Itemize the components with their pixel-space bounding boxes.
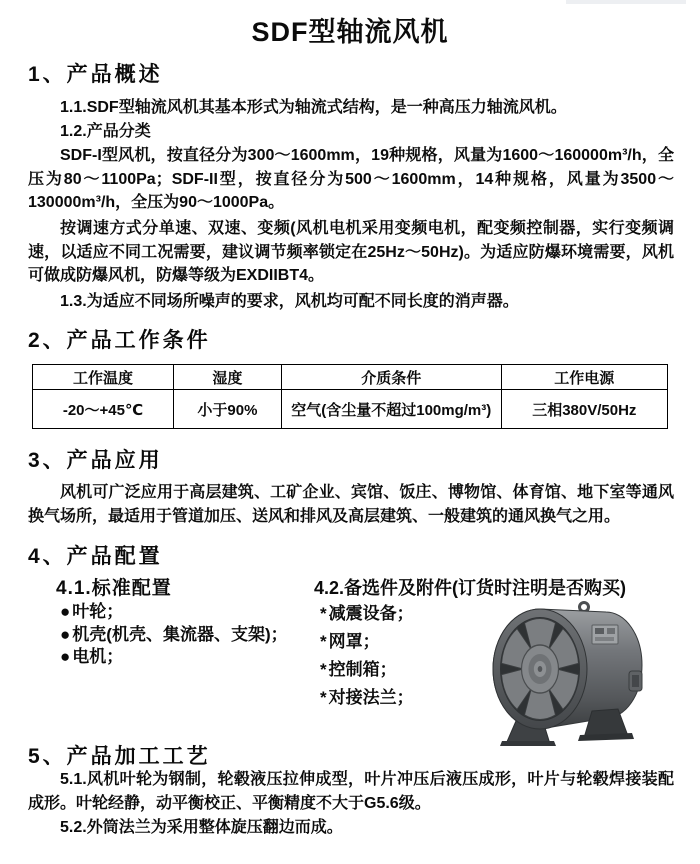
- col-header-temperature: 工作温度: [33, 365, 174, 390]
- table-header-row: [33, 365, 668, 390]
- cell-medium: 空气(含尘量不超过100mg/m³): [281, 390, 501, 429]
- section-4-heading: 4、产品配置: [28, 545, 163, 568]
- list-item-label: 电机；: [72, 647, 124, 666]
- list-item-label: 控制箱；: [328, 660, 397, 679]
- paragraph-1-2-label: 1.2.产品分类: [60, 123, 151, 140]
- subsection-4-1-heading: 4.1.标准配置: [56, 578, 172, 599]
- list-item-label: 叶轮；: [72, 602, 124, 621]
- paragraph-5-2: 5.2.外筒法兰为采用整体旋压翻边而成。: [60, 819, 343, 836]
- asterisk-icon: *: [320, 632, 327, 651]
- cell-power: 三相380V/50Hz: [501, 390, 667, 429]
- paragraph-application: 风机可广泛应用于高层建筑、工矿企业、宾馆、饭庄、博物馆、体育馆、地下室等通风换气场所，最适用于管道加压、送风和排风及高层建筑、一般建筑的通风换气之用。: [28, 484, 674, 525]
- list-item: [320, 656, 414, 684]
- col-header-humidity: 湿度: [173, 365, 281, 390]
- bullet-dot-icon: ●: [60, 602, 71, 621]
- list-item-label: 对接法兰；: [328, 688, 414, 707]
- list-item: [320, 684, 414, 712]
- page-title: SDF型轴流风机: [251, 17, 449, 47]
- list-item-label: 减震设备；: [328, 604, 414, 623]
- section-1-heading: 1、产品概述: [28, 63, 163, 86]
- cell-humidity: 小于90%: [173, 390, 281, 429]
- bullet-dot-icon: ●: [60, 624, 71, 644]
- section-5-heading: 5、产品加工工艺: [28, 745, 211, 768]
- axial-fan-product-image: [486, 597, 651, 749]
- table-row: [33, 390, 668, 429]
- list-item: [320, 628, 414, 656]
- cell-temperature: -20～+45℃: [33, 390, 174, 429]
- section-3-heading: 3、产品应用: [28, 449, 163, 472]
- working-conditions-table: [32, 364, 668, 429]
- paragraph-1-2-body: SDF-I型风机，按直径分为300～1600mm，19种规格，风量为1600～160000m³/h，全压为80～1100Pa；SDF-II型，按直径分为500～1600mm，14种规格，风量为3500～130000m³/h，全压为90～1000Pa。: [28, 147, 674, 211]
- paragraph-1-3: 1.3.为适应不同场所噪声的要求，风机均可配不同长度的消声器。: [60, 293, 519, 310]
- list-item-label: 机壳(机壳、集流器、支架)；: [72, 624, 288, 644]
- asterisk-icon: *: [320, 604, 327, 623]
- asterisk-icon: *: [320, 688, 327, 707]
- subsection-4-2-heading: 4.2.备选件及附件(订货时注明是否购买): [314, 578, 627, 598]
- axial-fan-illustration: [486, 597, 651, 749]
- list-item: [60, 646, 288, 669]
- col-header-medium: 介质条件: [281, 365, 501, 390]
- list-item: [60, 601, 288, 624]
- standard-config-list: [60, 601, 288, 669]
- list-item: [320, 600, 414, 628]
- section-2-heading: 2、产品工作条件: [28, 329, 211, 352]
- bullet-dot-icon: ●: [60, 647, 71, 666]
- paragraph-1-1: 1.1.SDF型轴流风机其基本形式为轴流式结构，是一种高压力轴流风机。: [60, 99, 567, 116]
- paragraph-speed-control: 按调速方式分单速、双速、变频(风机电机采用变频电机，配变频控制器，实行变频调速，以适应不同工况需要，建议调节频率锁定在25Hz～50Hz)。为适应防爆环境需要，风机可做成防爆风机，防爆等级为EXDIIBT4。: [28, 220, 674, 284]
- optional-accessories-list: [320, 600, 414, 712]
- top-right-scroll-strip: [566, 0, 686, 4]
- paragraph-5-1: 5.1.风机叶轮为钢制，轮毂液压拉伸成型，叶片冲压后液压成形，叶片与轮毂焊接装配成形。叶轮经静，动平衡校正、平衡精度不大于G5.6级。: [28, 771, 674, 812]
- list-item: [60, 624, 288, 647]
- col-header-power: 工作电源: [501, 365, 667, 390]
- list-item-label: 网罩；: [328, 632, 380, 651]
- asterisk-icon: *: [320, 660, 327, 679]
